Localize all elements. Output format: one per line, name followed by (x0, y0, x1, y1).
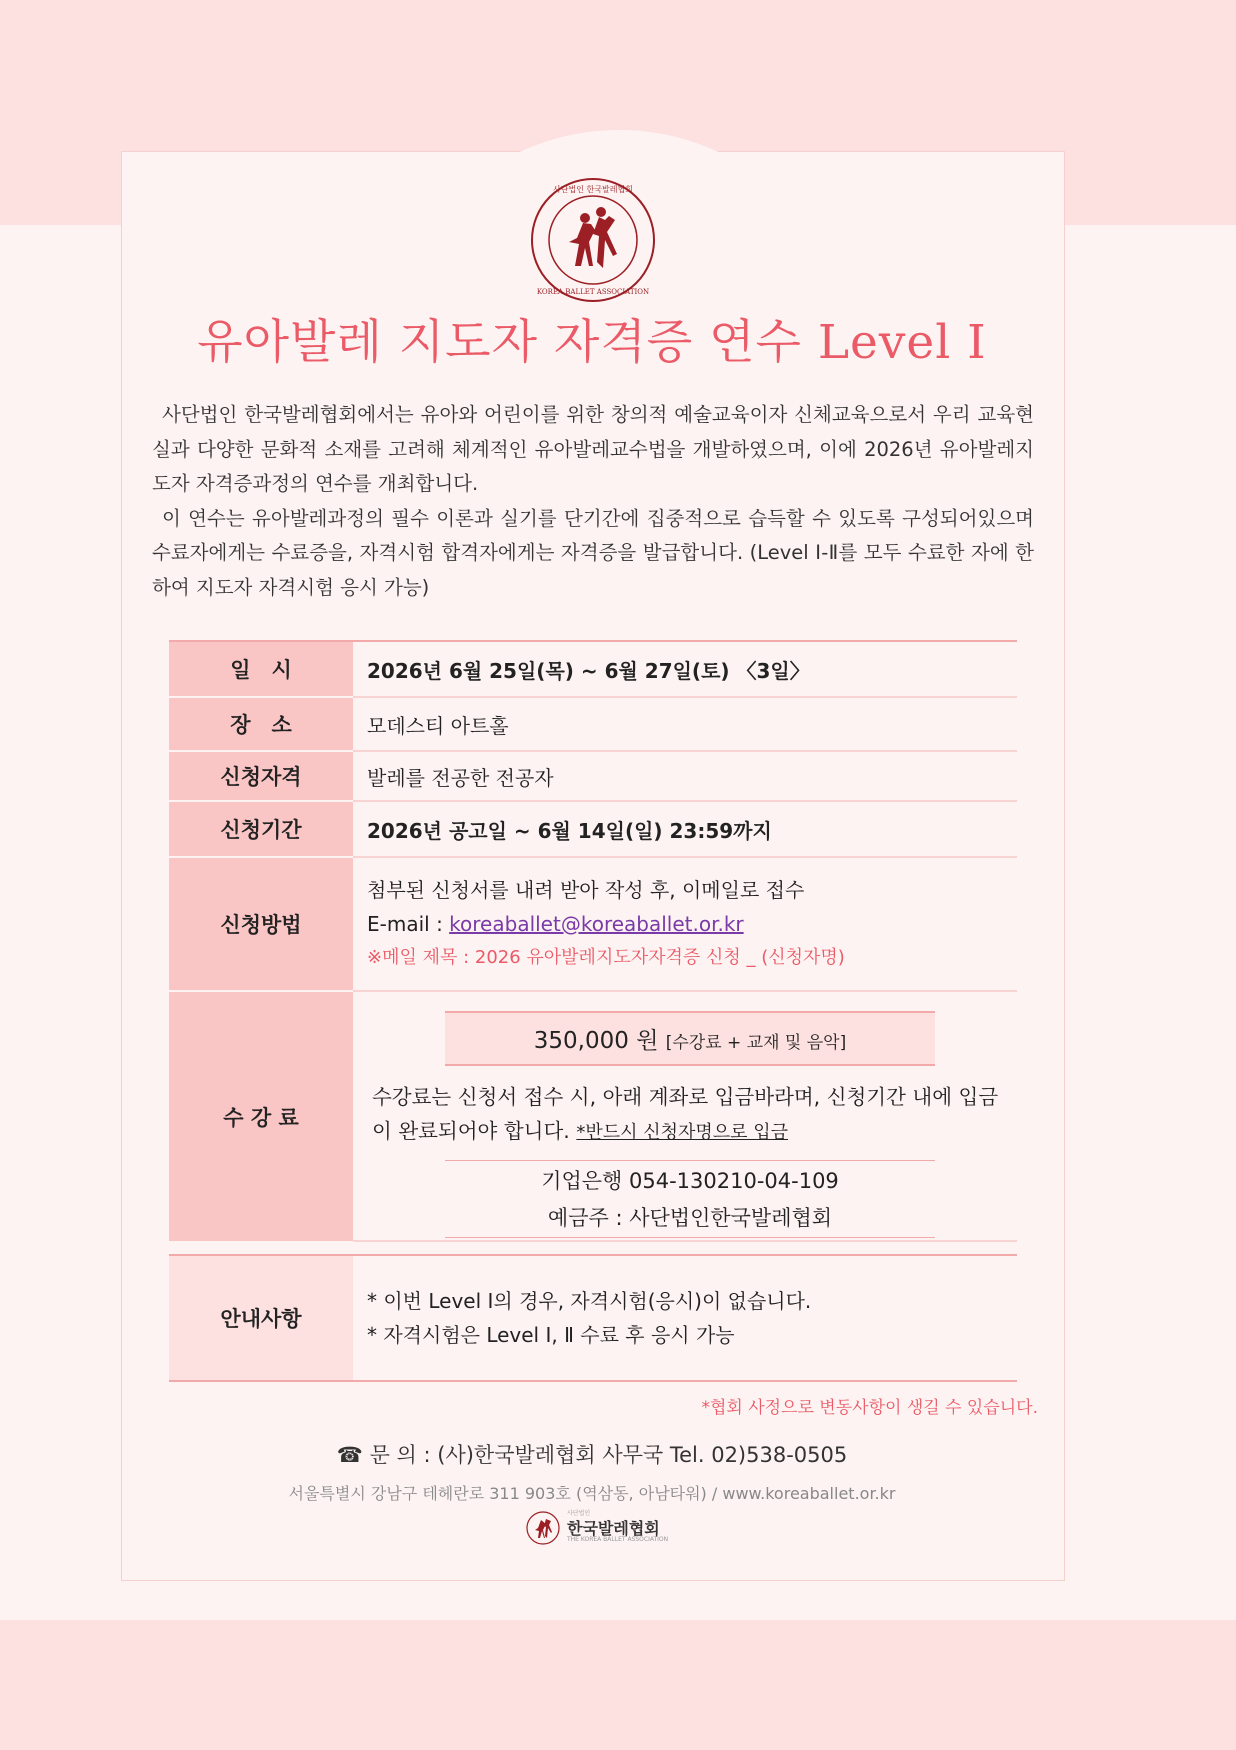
intro-paragraph-2: 이 연수는 유아발레과정의 필수 이론과 실기를 단기간에 집중적으로 습득할 수 있도록 구성되어있으며 수료자에게는 수료증을, 자격시험 합격자에게는 자격증을 발급합니다. (Level Ⅰ-Ⅱ를 모두 수료한 자에 한하여 지도자 자격시험 응시 가능) (152, 506, 1034, 599)
bank-account: 기업은행 054-130210-04-109 (541, 1169, 839, 1193)
association-emblem-icon (529, 176, 657, 304)
fee-description: 수강료는 신청서 접수 시, 아래 계좌로 입금바라며, 신청기간 내에 입금이 완료되어야 합니다. *반드시 신청자명으로 입금 (372, 1085, 999, 1143)
date-label: 일 시 (169, 641, 353, 697)
method-line: 첨부된 신청서를 내려 받아 작성 후, 이메일로 접수 (367, 878, 805, 902)
notice-item-1: * 이번 Level Ⅰ의 경우, 자격시험(응시)이 없습니다. (367, 1289, 812, 1313)
address-line: 서울특별시 강남구 테헤란로 311 903호 (역삼동, 아남타워) / www.koreaballet.or.kr (288, 1484, 896, 1503)
footer-emblem-icon (525, 1510, 561, 1546)
period-value: 2026년 공고일 ~ 6월 14일(일) 23:59까지 (353, 801, 1017, 857)
qualification-value: 발레를 전공한 전공자 (353, 751, 1017, 801)
footer-logo-name: 한국발레협회 (567, 1519, 660, 1538)
place-label: 장 소 (169, 697, 353, 751)
fee-amount: 350,000 원 (533, 1028, 659, 1054)
fee-amount-box (445, 1011, 935, 1066)
method-label: 신청방법 (169, 857, 353, 991)
fee-value (353, 991, 1017, 1241)
fee-detail: [수강료 + 교재 및 음악] (665, 1033, 847, 1053)
svg-text:KOREA BALLET ASSOCIATION: KOREA BALLET ASSOCIATION (536, 288, 650, 296)
footer-logo-sub: THE KOREA BALLET ASSOCIATION (567, 1536, 669, 1543)
bank-info (445, 1160, 935, 1238)
date-value: 2026년 6월 25일(목) ~ 6월 27일(토) 〈3일〉 (353, 641, 1017, 697)
intro-paragraph-1: 사단법인 한국발레협회에서는 유아와 어린이를 위한 창의적 예술교육이자 신체교육으로서 우리 교육현실과 다양한 문화적 소재를 고려해 체계적인 유아발레교수법을 개발하였으며, 이에 2026년 유아발레지도자 자격증과정의 연수를 개최합니다. (152, 403, 1034, 495)
bottom-band (0, 1620, 1236, 1750)
account-holder: 예금주 : 사단법인한국발레협회 (547, 1206, 833, 1230)
contact-info: ☎ 문 의 : (사)한국발레협회 사무국 Tel. 02)538-0505 (336, 1443, 848, 1467)
email-link[interactable]: koreaballet@koreaballet.or.kr (449, 912, 744, 936)
footer-logo-tag: 사단법인 (567, 1510, 591, 1517)
place-value: 모데스티 아트홀 (353, 697, 1017, 751)
method-email-line: E-mail : koreaballet@koreaballet.or.kr (367, 912, 744, 936)
method-note: ※메일 제목 : 2026 유아발레지도자자격증 신청 _ (신청자명) (367, 947, 845, 968)
svg-text:사단법인 한국발레협회: 사단법인 한국발레협회 (553, 185, 633, 194)
notice-value (353, 1255, 1017, 1381)
footer-logo (525, 1508, 669, 1548)
fee-warning: *반드시 신청자명으로 입금 (576, 1122, 789, 1143)
intro-text (152, 398, 1034, 605)
method-value (353, 857, 1017, 991)
fee-label: 수 강 료 (169, 991, 353, 1241)
qualification-label: 신청자격 (169, 751, 353, 801)
notice-item-2: * 자격시험은 Level Ⅰ, Ⅱ 수료 후 응시 가능 (367, 1323, 735, 1347)
page-title: 유아발레 지도자 자격증 연수 Level Ⅰ (197, 315, 987, 370)
notice-label: 안내사항 (169, 1255, 353, 1381)
period-label: 신청기간 (169, 801, 353, 857)
change-notice: *협회 사정으로 변동사항이 생길 수 있습니다. (701, 1398, 1038, 1418)
info-table (169, 640, 1017, 1382)
